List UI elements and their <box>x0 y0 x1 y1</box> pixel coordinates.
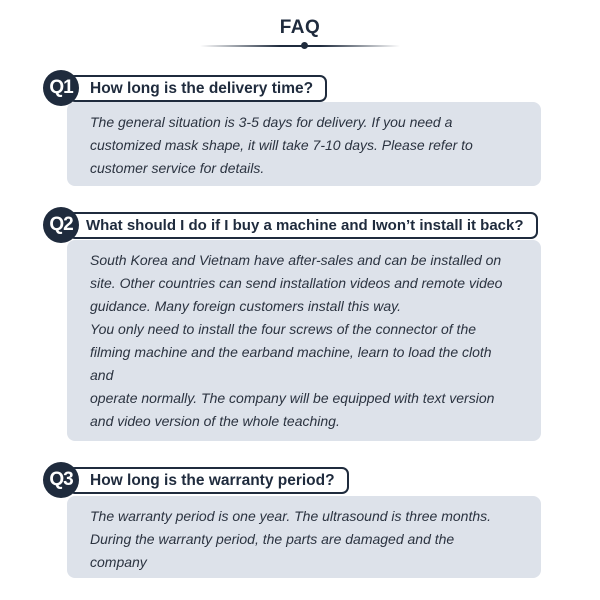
answer-line: filming machine and the earband machine, learn to load the cloth <box>90 344 492 360</box>
answer-line: You only need to install the four screws of the connector of the <box>90 321 477 337</box>
answer-box <box>67 496 541 578</box>
answer-line: South Korea and Vietnam have after-sales and can be installed on <box>90 252 502 268</box>
answer-line: The warranty period is one year. The ultrasound is three months. <box>90 508 492 524</box>
answer-line: and video version of the whole teaching. <box>90 413 340 429</box>
answer-line: company <box>90 554 147 570</box>
answer-box <box>67 102 541 186</box>
answer-line: site. Other countries can send installation videos and remote video <box>90 275 503 291</box>
answer-line: guidance. Many foreign customers install this way. <box>90 298 401 314</box>
faq-title: FAQ <box>279 17 321 38</box>
question-badge: Q2 <box>43 207 79 243</box>
title-divider <box>200 45 400 47</box>
answer-line: During the warranty period, the parts are damaged and the <box>90 531 455 547</box>
answer-line: customer service for details. <box>90 160 265 176</box>
answer-box <box>67 240 541 441</box>
question-bar: How long is the warranty period? <box>68 467 349 494</box>
question-bar: How long is the delivery time? <box>68 75 327 102</box>
question-badge: Q3 <box>43 462 79 498</box>
answer-line: operate normally. The company will be equipped with text version <box>90 390 495 406</box>
answer-line: and <box>90 367 114 383</box>
answer-line: customized mask shape, it will take 7-10 days. Please refer to <box>90 137 473 153</box>
question-badge: Q1 <box>43 70 79 106</box>
answer-line: The general situation is 3-5 days for delivery. If you need a <box>90 114 453 130</box>
question-bar: What should I do if I buy a machine and Iwon’t install it back? <box>68 212 538 239</box>
title-divider-dot <box>301 42 308 49</box>
